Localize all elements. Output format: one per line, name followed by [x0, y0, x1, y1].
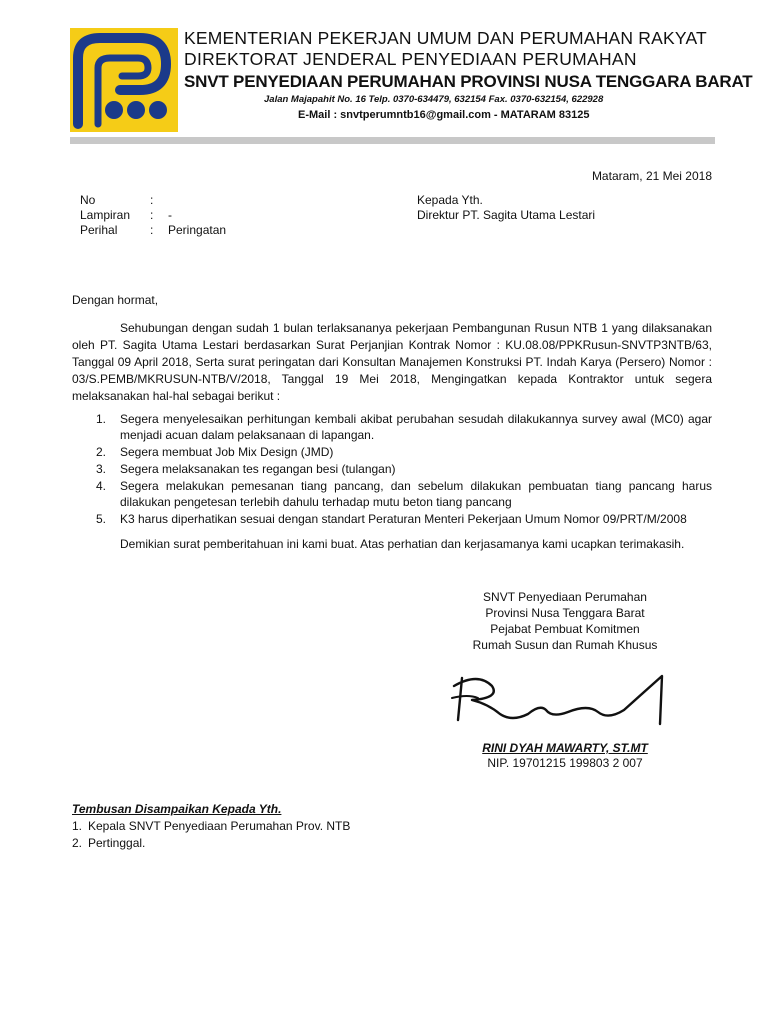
meta-colon: : [150, 208, 154, 222]
recipient-name: Direktur PT. Sagita Utama Lestari [417, 208, 596, 222]
salutation: Dengan hormat, [72, 293, 159, 307]
body-paragraph: Sehubungan dengan sudah 1 bulan terlaksananya pekerjaan Pembangunan Rusun NTB 1 yang dilaksanakan oleh PT. Sagita Utama Lestari berdasarkan Surat Perjanjian Kontrak Nomor : KU.08.08/PPKRusun-SNVTP3NTB/63, Tanggal 09 April 2018, Serta surat peringatan dari Konsultan Manajemen Konstruksi PT. Indah Karya (Persero) Nomor : 03/S.PEMB/MKRUSUN-NTB/V/2018, Tanggal 19 Mei 2018, Mengingatkan kepada Kontraktor untuk segera melaksanakan hal-hal sebagai berikut : [72, 321, 712, 403]
letter-date: Mataram, 21 Mei 2018 [591, 169, 712, 183]
office-address: Jalan Majapahit No. 16 Telp. 0370-634479, 632154 Fax. 0370-632154, 622928 [264, 94, 604, 105]
carbon-copy [72, 801, 350, 852]
meta-key: Perihal [80, 223, 118, 237]
office-email: E-Mail : snvtperumntb16@gmail.com - MATARAM 83125 [298, 109, 590, 121]
recipient-greeting: Kepada Yth. [417, 193, 483, 207]
meta-row-no [80, 193, 226, 208]
signatory-office-line: Pejabat Pembuat Komitmen [490, 622, 640, 636]
list-number: 2. [96, 445, 107, 459]
meta-colon: : [150, 223, 154, 237]
letterhead [184, 28, 753, 123]
meta-key: Lampiran [80, 208, 131, 222]
cc-text: Kepala SNVT Penyediaan Perumahan Prov. NTB [88, 819, 351, 833]
list-number: 1. [96, 412, 107, 426]
handwritten-signature-icon [448, 668, 672, 728]
meta-value: - [168, 208, 172, 222]
letterhead-divider [70, 137, 715, 144]
meta-row-perihal [80, 223, 226, 238]
signer-name: RINI DYAH MAWARTY, ST.MT [482, 741, 648, 755]
instruction-list [96, 411, 712, 528]
signatory-office [440, 589, 690, 653]
list-number: 4. [96, 479, 107, 493]
signatory-office-line: Provinsi Nusa Tenggara Barat [485, 606, 645, 620]
meta-row-lampiran [80, 208, 226, 223]
recipient [417, 193, 595, 223]
meta-colon: : [150, 193, 154, 207]
list-text: Segera melakukan pemesanan tiang pancang, dan sebelum dilakukan pembuatan tiang pancang harus dilakukan pengetesan terlebih dahulu terhadap mutu beton tiang pancang [120, 479, 712, 509]
unit-name: SNVT PENYEDIAAN PERUMAHAN PROVINSI NUSA TENGGARA BARAT [184, 72, 753, 91]
meta-key: No [80, 193, 96, 207]
list-item [96, 444, 712, 460]
ministry-logo-icon [70, 28, 178, 132]
list-number: 5. [96, 512, 107, 526]
list-item [96, 511, 712, 527]
list-number: 3. [96, 462, 107, 476]
cc-item [72, 818, 350, 835]
list-text: Segera melaksanakan tes regangan besi (tulangan) [120, 462, 396, 476]
cc-number: 1. [72, 819, 83, 833]
ministry-name: KEMENTERIAN PEKERJAN UMUM DAN PERUMAHAN RAKYAT [184, 28, 707, 48]
directorate-name: DIREKTORAT JENDERAL PENYEDIAAN PERUMAHAN [184, 49, 637, 69]
cc-text: Pertinggal. [88, 836, 146, 850]
cc-item [72, 835, 350, 852]
meta-value: Peringatan [168, 223, 227, 237]
signer [440, 741, 690, 771]
letter-meta [80, 193, 226, 238]
closing-sentence: Demikian surat pemberitahuan ini kami buat. Atas perhatian dan kerjasamanya kami ucapkan terimakasih. [120, 537, 685, 551]
cc-title: Tembusan Disampaikan Kepada Yth. [72, 802, 282, 816]
list-text: K3 harus diperhatikan sesuai dengan standart Peraturan Menteri Pekerjaan Umum Nomor 09/PRT/M/2008 [120, 512, 687, 526]
signatory-office-line: SNVT Penyediaan Perumahan [483, 590, 647, 604]
list-text: Segera membuat Job Mix Design (JMD) [120, 445, 334, 459]
signer-nip: NIP. 19701215 199803 2 007 [487, 756, 643, 770]
signatory-office-line: Rumah Susun dan Rumah Khusus [472, 638, 658, 652]
list-text: Segera menyelesaikan perhitungan kembali akibat perubahan sesudah dilakukannya survey awal (MC0) agar menjadi acuan dalam pelaksanaan di lapangan. [120, 412, 712, 442]
list-item [96, 478, 712, 510]
cc-number: 2. [72, 836, 83, 850]
list-item [96, 461, 712, 477]
list-item [96, 411, 712, 443]
